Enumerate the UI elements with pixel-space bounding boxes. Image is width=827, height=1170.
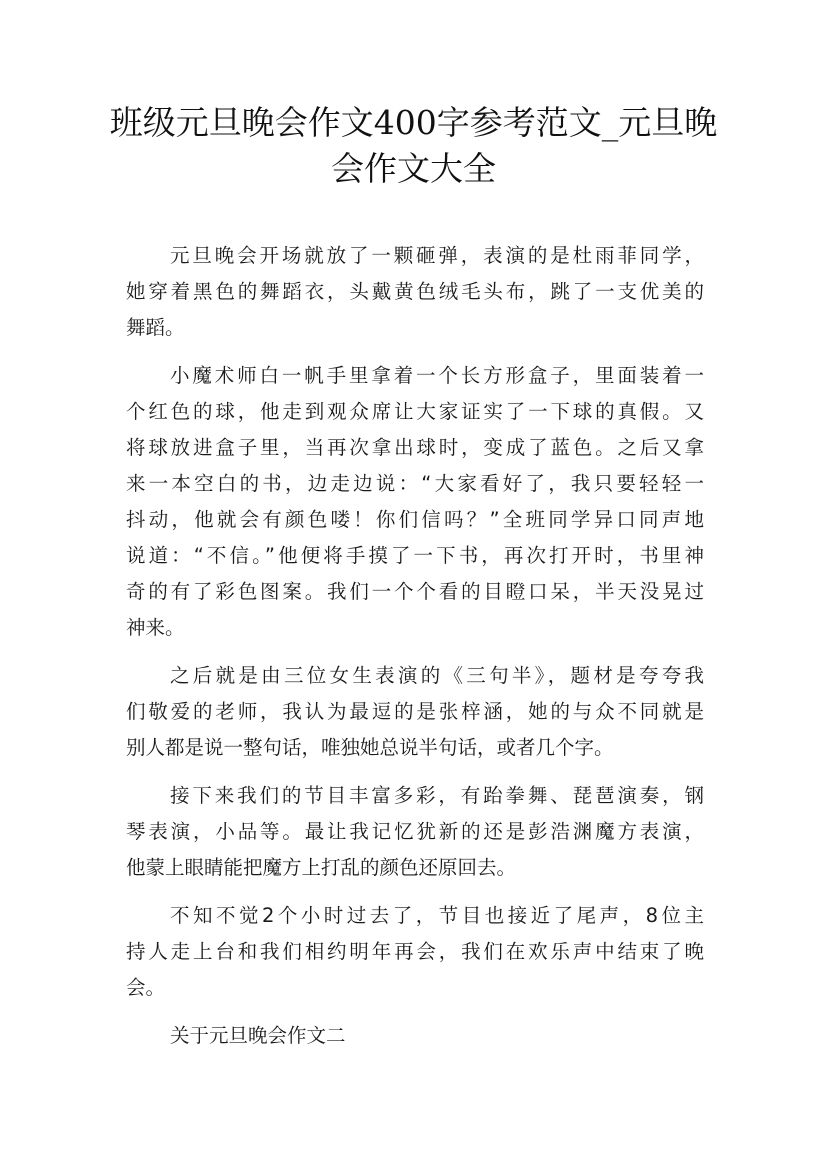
text-line: 不知不觉2个小时过去了，节目也接近了尾声，8位主 bbox=[170, 904, 704, 927]
text-line: 来一本空白的书，边走边说：“大家看好了，我只要轻轻一 bbox=[126, 472, 704, 495]
text-line: 神来。 bbox=[126, 616, 185, 639]
text-line: 琴表演，小品等。最让我记忆犹新的还是彭浩渊魔方表演， bbox=[126, 820, 704, 843]
text-line: 个红色的球，他走到观众席让大家证实了一下球的真假。又 bbox=[126, 400, 704, 423]
text-line: 说道：“不信。”他便将手摸了一下书，再次打开时，书里神 bbox=[126, 544, 704, 567]
text-line: 抖动，他就会有颜色喽！你们信吗？”全班同学异口同声地 bbox=[126, 508, 704, 531]
paragraph-1 bbox=[126, 238, 704, 346]
text-line: 奇的有了彩色图案。我们一个个看的目瞪口呆，半天没晃过 bbox=[126, 580, 704, 603]
text-line: 她穿着黑色的舞蹈衣，头戴黄色绒毛头布，跳了一支优美的 bbox=[126, 280, 704, 303]
section-heading bbox=[126, 1018, 704, 1054]
text-line: 们敬爱的老师，我认为最逗的是张梓涵，她的与众不同就是 bbox=[126, 700, 704, 723]
text-line: 持人走上台和我们相约明年再会，我们在欢乐声中结束了晚 bbox=[126, 940, 704, 963]
text-line: 将球放进盒子里，当再次拿出球时，变成了蓝色。之后又拿 bbox=[126, 436, 704, 459]
text-line: 小魔术师白一帆手里拿着一个长方形盒子，里面装着一 bbox=[170, 364, 704, 387]
text-line: 之后就是由三位女生表演的《三句半》，题材是夸夸我 bbox=[170, 664, 704, 687]
paragraph-3 bbox=[126, 658, 704, 766]
paragraph-4 bbox=[126, 778, 704, 886]
document-body bbox=[126, 238, 704, 1066]
text-line: 他蒙上眼睛能把魔方上打乱的颜色还原回去。 bbox=[126, 856, 517, 879]
text-line: 接下来我们的节目丰富多彩，有跆拳舞、琵琶演奏，钢 bbox=[170, 784, 704, 807]
text-line: 元旦晚会开场就放了一颗砸弹，表演的是杜雨菲同学， bbox=[170, 244, 704, 267]
title-line-2: 会作文大全 bbox=[331, 149, 496, 188]
text-line: 会。 bbox=[126, 976, 166, 999]
title-line-1: 班级元旦晚会作文400字参考范文_元旦晚 bbox=[109, 103, 718, 142]
document-title bbox=[100, 100, 727, 192]
text-line: 舞蹈。 bbox=[126, 316, 185, 339]
paragraph-5 bbox=[126, 898, 704, 1006]
text-line: 别人都是说一整句话，唯独她总说半句话，或者几个字。 bbox=[126, 736, 614, 759]
paragraph-2 bbox=[126, 358, 704, 646]
text-line: 关于元旦晚会作文二 bbox=[170, 1024, 346, 1047]
